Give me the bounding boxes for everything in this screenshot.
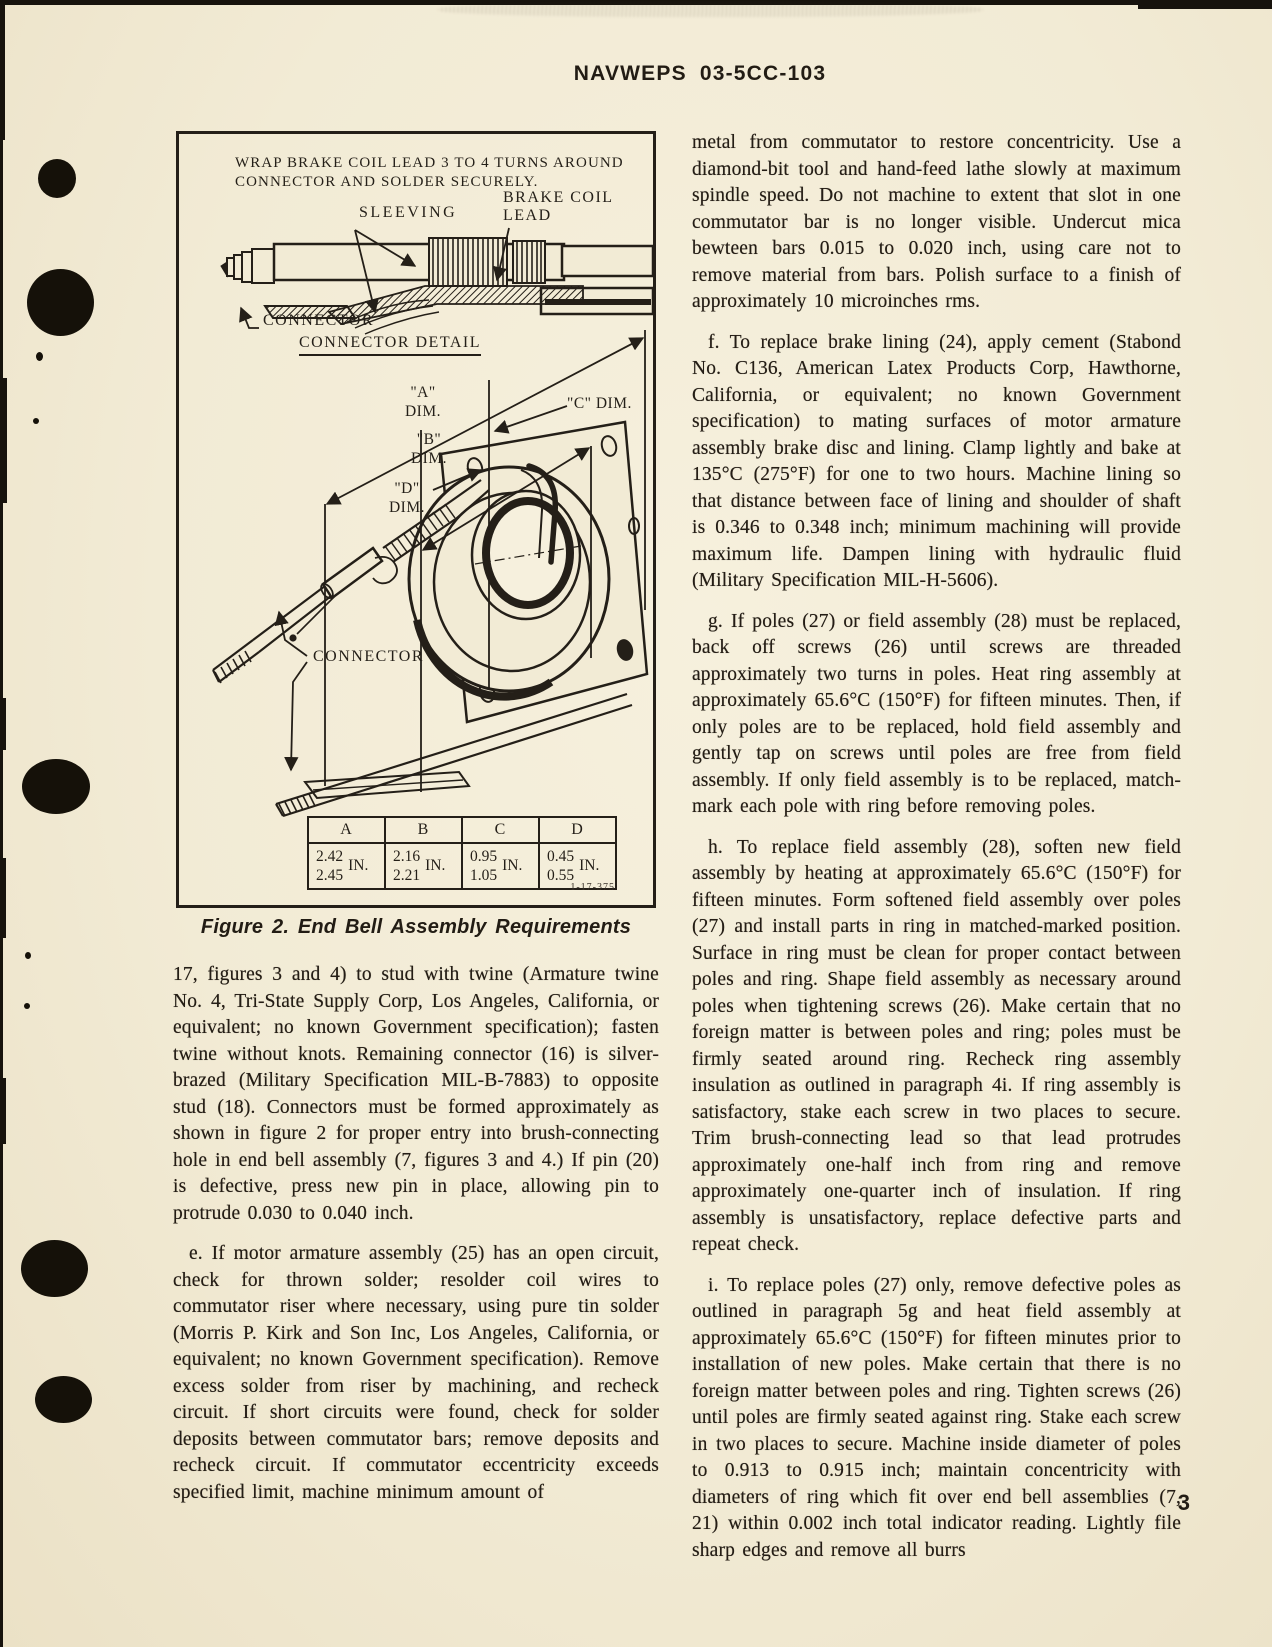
punch-mark	[21, 1240, 88, 1297]
page-number: 3	[1177, 1490, 1190, 1515]
dim-col-header-a: A	[308, 817, 385, 843]
punch-mark	[22, 759, 90, 814]
paragraph-g: g. If poles (27) or field assembly (28) must be replaced, back off screws (26) until screws are threaded approximately two turns in poles. Heat ring assembly at approximately 65.6°C (150°F) for fifteen minutes. Then, if only poles are to be replaced, hold field assembly and gently tap on screws until poles are free from field assembly. If only field assembly is to be replaced, match-mark each pole with ring before removing poles.	[692, 610, 1181, 817]
label-brake-coil-lead: BRAKE COIL LEAD	[503, 189, 614, 224]
figure-caption: Figure 2. End Bell Assembly Requirements	[200, 916, 632, 938]
document-number: NAVWEPS 03-5CC-103	[573, 62, 827, 85]
figure-2-box	[176, 131, 656, 908]
label-dim-d: "D" DIM.	[388, 480, 425, 516]
label-connector-detail: CONNECTOR DETAIL	[299, 334, 481, 356]
label-connector-upper: CONNECTOR	[263, 312, 374, 329]
left-edge-artifact	[0, 1078, 6, 1144]
dim-cell-c: 0.95 1.05 IN.	[462, 843, 539, 889]
dim-col-header-b: B	[385, 817, 462, 843]
dim-cell-d: 0.45 0.55 IN.	[539, 843, 616, 889]
left-edge-artifact	[0, 858, 6, 938]
label-sleeving: SLEEVING	[359, 204, 458, 221]
punch-mark	[27, 269, 94, 336]
paragraph-continuation: 17, figures 3 and 4) to stud with twine (Armature twine No. 4, Tri-State Supply Corp, Los Angeles, California, or equivalent; no known Government specification); fasten twine without knots. Remaining connector (16) is silver-brazed (Military Specification MIL-B-7883) to opposite stud (18). Connectors must be formed approximately as shown in figure 2 for proper entry into brush-connecting hole in end bell assembly (7, figures 3 and 4.) If pin (20) is defective, press new pin in place, allowing pin to protrude 0.030 to 0.040 inch.	[173, 964, 659, 1224]
lower-stud-art	[276, 694, 632, 816]
left-edge-artifact	[0, 698, 6, 750]
figure-warning-line1: WRAP BRAKE COIL LEAD 3 TO 4 TURNS AROUND	[235, 155, 624, 171]
figure-warning-note	[235, 154, 639, 192]
punch-mark	[38, 159, 76, 198]
left-text-column	[173, 962, 659, 1520]
speck-mark	[24, 1003, 30, 1009]
dim-col-header-d: D	[539, 817, 616, 843]
paragraph-e: e. If motor armature assembly (25) has an open circuit, check for thrown solder; resolder coil wires to commutator riser where necessary, using pure tin solder (Morris P. Kirk and Son Inc, Los Angeles, California, or equivalent; no known Government specification). Remove excess solder from riser by machining, and recheck circuit. If short circuits were found, check for solder deposits between commutator bars; remove deposits and recheck circuit. If commutator eccentricity exceeds specified limit, machine minimum amount of	[173, 1243, 659, 1503]
dim-cell-b: 2.16 2.21 IN.	[385, 843, 462, 889]
left-edge-artifact	[0, 378, 7, 503]
left-edge-artifact	[0, 0, 3, 1647]
speck-mark	[36, 352, 43, 361]
label-dim-a: "A" DIM.	[404, 384, 441, 420]
paragraph-i: i. To replace poles (27) only, remove defective poles as outlined in paragraph 5g and heat field assembly at approximately 65.6°C (150°F) for fifteen minutes prior to installation of new poles. Make certain that there is no foreign matter between poles and ring. Tighten screws (26) until poles are firmly seated against ring. Stake each screw in two places to secure. Machine inside diameter of poles to 0.913 to 0.915 inch; maintain concentricity with diameters of ring which fit over end bell assemblies (7, 21) within 0.002 inch total indicator reading. Lightly file sharp edges and remove all burrs	[692, 1274, 1181, 1561]
top-right-edge-artifact	[1138, 0, 1272, 9]
dim-cell-a: 2.42 2.45 IN.	[308, 843, 385, 889]
paragraph-f: f. To replace brake lining (24), apply cement (Stabond No. C136, American Latex Products Corp, Hawthorne, California, or equivalent; no known Government specification) to mating surfaces of motor armature assembly brake disc and lining. Clamp lightly and bake at 135°C (275°F) for one to two hours. Machine lining so that distance between face of lining and shoulder of shaft is 0.346 to 0.348 inch; minimum machining will provide maximum life. Dampen lining with hydraulic fluid (Military Specification MIL-H-5606).	[692, 331, 1181, 591]
punch-mark	[35, 1376, 92, 1423]
dimension-table	[307, 816, 617, 890]
label-dim-b: "B" DIM.	[410, 431, 447, 467]
paragraph-continuation: metal from commutator to restore concentricity. Use a diamond-bit tool and hand-feed lathe slowly at maximum spindle speed. Do not machine to extent that slot in one commutator bar is no longer visible. Undercut mica bewteen bars 0.015 to 0.020 inch, using care not to remove material from bars. Polish surface to a finish of approximately 10 microinches rms.	[692, 132, 1181, 312]
right-text-column	[692, 130, 1181, 1578]
speck-mark	[25, 952, 31, 959]
speck-mark	[33, 418, 39, 424]
left-edge-artifact	[0, 0, 5, 140]
figure-warning-line2: CONNECTOR AND SOLDER SECURELY.	[235, 174, 539, 190]
label-connector-lower: CONNECTOR	[313, 648, 424, 665]
dim-col-header-c: C	[462, 817, 539, 843]
paragraph-h: h. To replace field assembly (28), soften new field assembly by heating at approximately 65.6°C (150°F) for fifteen minutes. Form softened field assembly over poles (27) and install parts in ring in matched-marked position. Surface in ring must be clean for proper contact between poles and ring. Shape field assembly as necessary around poles when tightening screws (26). Make certain that no foreign matter is between poles and ring; poles must be firmly seated around ring. Recheck ring assembly insulation as outlined in paragraph 4i. If ring assembly is satisfactory, stake each screw in two places to secure. Trim brush-connecting lead so that lead protrudes approximately one-half inch from ring and remove approximately one-quarter inch of insulation. If ring assembly is unsatisfactory, replace defective parts and repeat check.	[692, 836, 1181, 1255]
end-bell-assembly-diagram	[179, 134, 653, 905]
label-dim-c: "C" DIM.	[567, 395, 632, 412]
dimension-table-header-row	[308, 817, 616, 843]
figure-reference-number: 1-17-375	[570, 882, 615, 893]
top-smudge-artifact	[438, 2, 983, 17]
